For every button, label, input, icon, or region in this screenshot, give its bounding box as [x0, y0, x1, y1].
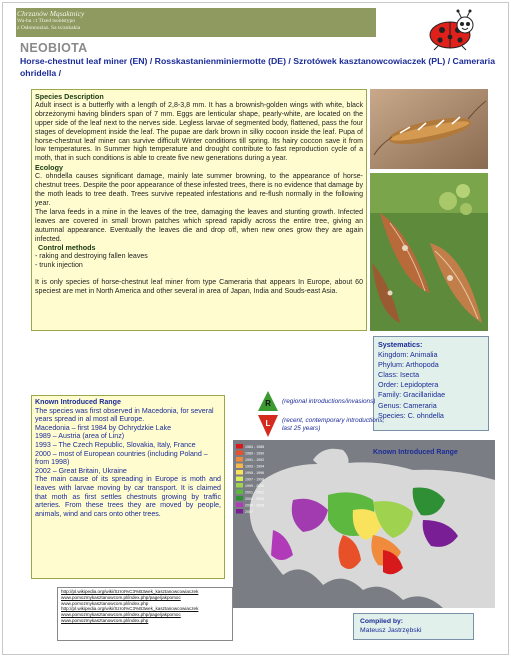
known-range-text: Macedonia – first 1984 by Ochrydzkie Lake — [35, 423, 172, 432]
map-legend-swatch — [236, 464, 243, 469]
map-legend-label: 1999 - 2000 — [245, 484, 265, 488]
systematics-heading: Systematics: — [378, 340, 423, 349]
map-legend-swatch — [236, 483, 243, 488]
map-legend-label: 1984 - 1988 — [245, 445, 265, 449]
systematics-row: Order: Lepidoptera — [378, 380, 439, 390]
systematics-row: Family: Gracillariidae — [378, 390, 446, 400]
map-legend-label: 1991 - 1992 — [245, 458, 265, 462]
ecology-heading: Ecology — [35, 163, 63, 173]
systematics-row: Phylum: Arthopoda — [378, 360, 439, 370]
map-legend-label: 1993 - 1994 — [245, 464, 265, 469]
source-link[interactable]: http://pl.wikipedia.org/wiki/Szrot%C3%B3wek_kasztanowcowiaczek — [61, 606, 199, 612]
ecology-text: C. ohndella causes significant damage, mainly late summer browning, to the appearance of horse-chestnut trees. Despite the poor appearance of these infested trees, there is no evidence that damage by the moth leads to tree death. Trees survive repeated infestations and re-flush normally in the following year. — [35, 173, 363, 207]
logo-line: z Osłonnoziaz. Sa ts/ankakia — [17, 25, 81, 31]
systematics-row: Genus: Cameraria — [378, 400, 437, 410]
source-link[interactable]: www.pomozmykasztanowcom.pl/index.php/page/jakpomoc — [61, 594, 181, 600]
species-description-box — [31, 89, 367, 331]
known-range-heading: Known Introduced Range — [35, 398, 121, 406]
regional-legend-text: (regional introductions/invasions) — [282, 398, 376, 405]
map-legend-label: 2007 — [245, 510, 253, 514]
poster-page — [2, 2, 509, 655]
compiled-by-label: Compiled by: — [360, 618, 404, 625]
source-link[interactable]: www.pomozmykasztanowcom.pl/index.php/page/jakpomoc — [61, 612, 181, 618]
species-description-text: Adult insect is a butterfly with a length of 2,8-3,8 mm. It has a brownish-golden wings with white, black obrzeżonymi having blinders span of 7 mm. Eggs are lenticular shape, pearly-white, are located on the upper side of the leaf next to the nerves side. Legless larvae of segmented body, flattened, pass the four stages of development inside the leaf. The pupae are dark brown in silky cocoon inside the leaf. Pupa of horse-chestnut leaf miner can survive difficult Winter conditions till spring. Its hairy coccon save it from low temperatures. In Summer high temperature and drought contribute to fast reproduction cycle of a moth, that in such conditions is able to create five new generations during a year. — [35, 101, 363, 163]
map-legend-label: 1989 - 1990 — [245, 451, 265, 456]
map-legend-swatch — [236, 509, 243, 514]
map-legend-label: 2001 - 2002 — [245, 490, 265, 495]
map-legend — [236, 444, 264, 514]
known-range-text: 1989 – Austria (area of Linz) — [35, 432, 125, 441]
ecology-text: The larva feeds in a mine in the leaves of the tree, damaging the leaves and stunting growth. Infected leaves are covered in small brown patches which spread rapidly across the entire tree, giving an autumnal appearance. Eventually the leaves die and drop off, when new ones grow they are again infected. — [35, 208, 363, 243]
map-legend-swatch — [236, 451, 243, 456]
range-map — [233, 440, 495, 608]
species-description-heading: Species Description — [35, 92, 104, 101]
map-legend-swatch — [236, 503, 243, 508]
compiled-by-box — [353, 613, 474, 640]
known-range-box — [31, 395, 225, 579]
map-legend-label: 2005 - 2006 — [245, 503, 265, 508]
map-legend-label: 1997 - 1998 — [245, 477, 265, 482]
logo — [17, 9, 127, 36]
source-link[interactable]: www.pomozmykasztanowcom.pl/index.php — [61, 617, 149, 623]
map-legend-swatch — [236, 496, 243, 501]
ladybug-icon — [420, 9, 486, 51]
species-footer-text: It is only species of horse-chestnut leaf miner from type Cameraria that appears In Europe, about 60 speciest are met in North America and other several in area of Japan, India and Souds-east Asia. — [35, 279, 363, 296]
moth-photo — [370, 89, 488, 169]
source-link[interactable]: www.pomozmykasztanowcom.pl/index.php — [61, 600, 149, 606]
local-letter: L — [265, 419, 271, 428]
species-names: Horse-chestnut leaf miner (EN) / Rosskastanienminiermotte (DE) / Szrotówek kasztanowcowiaczek (PL) / Cameraria ohridella / — [20, 56, 496, 78]
systematics-row: Species: C. ohndella — [378, 410, 444, 420]
control-method-item: - trunk injection — [35, 262, 83, 270]
source-link[interactable]: http://pl.wikipedia.org/wiki/Szrot%C3%B3wek_kasztanowcowiaczek — [61, 589, 199, 594]
chestnut-leaves-photo — [370, 173, 488, 331]
map-legend-swatch — [236, 477, 243, 482]
map-legend-label: 2003 - 2004 — [245, 497, 265, 501]
map-legend-label: 1995 - 1996 — [245, 471, 265, 475]
known-range-text: The main cause of its spreading in Europe is moth and leaves with larvae moving by car transport. It is claimed that moth as first settles chestnuts growing by traffic arteries. From these trees they are moved by people, animals, wind and cars onto other trees. — [35, 475, 221, 518]
map-title: Known Introduced Range — [373, 449, 458, 456]
map-legend-swatch — [236, 444, 243, 449]
map-legend-swatch — [236, 490, 243, 495]
source-links-box — [57, 587, 233, 641]
logo-line: Chrzanów Mąsaktnicy — [17, 9, 85, 18]
map-legend-swatch — [236, 470, 243, 475]
regional-letter: R — [265, 399, 271, 408]
compiled-by-name: Mateusz Jastrzębski — [360, 627, 422, 634]
range-legend-markers — [258, 391, 278, 439]
logo-line: Wa-ba ::t Tlzed tsonłstypo — [17, 18, 75, 24]
page-title: NEOBIOTA — [20, 41, 88, 55]
control-methods-heading: Control methods — [38, 243, 96, 253]
local-legend-text: (recent, contemporary introductions, last 25 years) — [282, 417, 385, 432]
known-range-text: 1993 – The Czech Republic, Slovakia, Italy, France — [35, 440, 196, 449]
known-range-text: 2000 – most of European countries (including Poland – from 1998) — [35, 449, 208, 467]
known-range-text: 2002 – Great Britain, Ukraine — [35, 466, 127, 475]
known-range-text: The species was first observed in Macedonia, for several years spread in al most all Europe. — [35, 406, 214, 424]
control-method-item: - raking and destroying fallen leaves — [35, 253, 148, 261]
systematics-row: Class: Isecta — [378, 370, 420, 380]
systematics-row: Kingdom: Animalia — [378, 350, 438, 360]
map-legend-swatch — [236, 457, 243, 462]
